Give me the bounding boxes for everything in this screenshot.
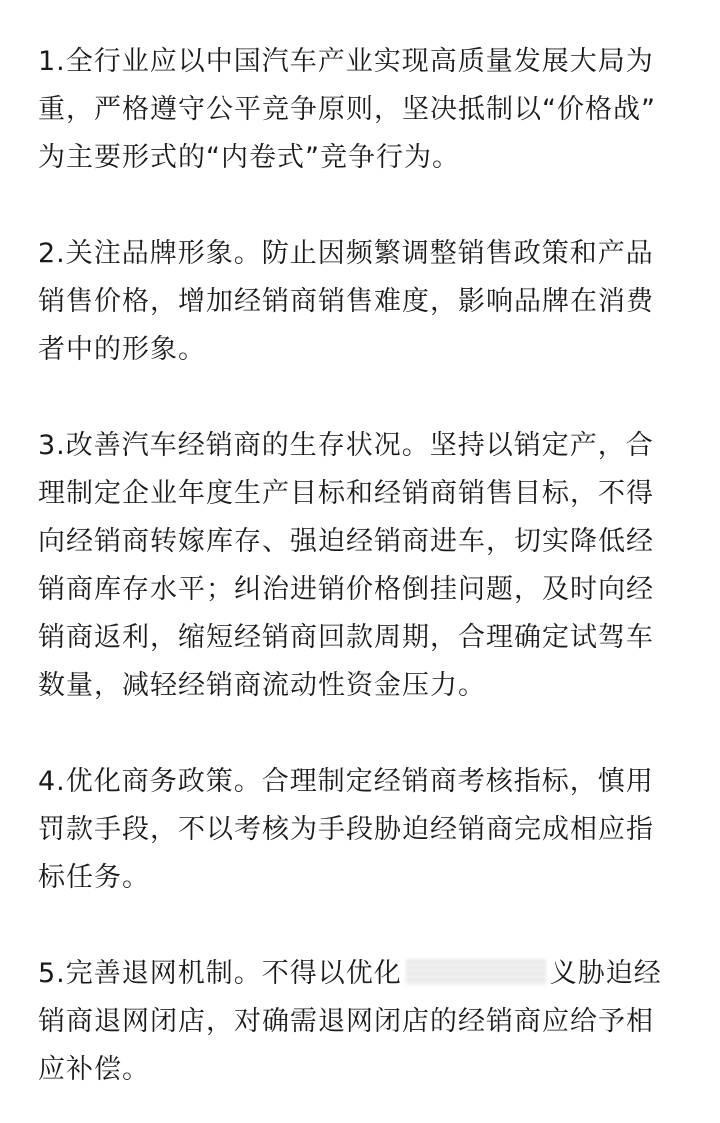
paragraph-line: 数量，减轻经销商流动性资金压力。 [38, 670, 486, 701]
paragraph-4 [38, 758, 688, 902]
paragraph-line: 4.优化商务政策。合理制定经销商考核指标，慎用 [38, 766, 654, 797]
paragraph-3 [38, 422, 688, 710]
paragraph-line: 理制定企业年度生产目标和经销商销售目标，不得 [38, 478, 654, 509]
paragraph-line: 销商返利，缩短经销商回款周期，合理确定试驾车 [38, 622, 654, 653]
paragraph-line: 重，严格遵守公平竞争原则，坚决抵制以“价格战” [38, 94, 656, 125]
paragraph-line-start: 5.完善退网机制。不得以优化 [38, 958, 402, 989]
paragraph-5 [38, 950, 688, 1094]
paragraph-line: 3.改善汽车经销商的生存状况。坚持以销定产，合 [38, 430, 654, 461]
paragraph-line: 为主要形式的“内卷式”竞争行为。 [38, 142, 460, 173]
paragraph-line: 销商退网闭店，对确需退网闭店的经销商应给予相 [38, 1006, 654, 1037]
blurred-redaction [406, 959, 546, 985]
paragraph-line: 标任务。 [38, 862, 150, 893]
paragraph-line: 1.全行业应以中国汽车产业实现高质量发展大局为 [38, 46, 654, 77]
paragraph-line-end: 义胁迫经 [549, 958, 662, 989]
paragraph-line: 者中的形象。 [38, 334, 206, 365]
paragraph-line: 销售价格，增加经销商销售难度，影响品牌在消费 [38, 286, 654, 317]
paragraph-line [38, 950, 688, 998]
paragraph-line: 2.关注品牌形象。防止因频繁调整销售政策和产品 [38, 238, 654, 269]
paragraph-line: 罚款手段，不以考核为手段胁迫经销商完成相应指 [38, 814, 654, 845]
paragraph-line: 向经销商转嫁库存、强迫经销商进车，切实降低经 [38, 526, 654, 557]
paragraph-1 [38, 38, 688, 182]
paragraph-2 [38, 230, 688, 374]
paragraph-line: 应补偿。 [38, 1054, 150, 1085]
paragraph-line: 销商库存水平；纠治进销价格倒挂问题，及时向经 [38, 574, 654, 605]
